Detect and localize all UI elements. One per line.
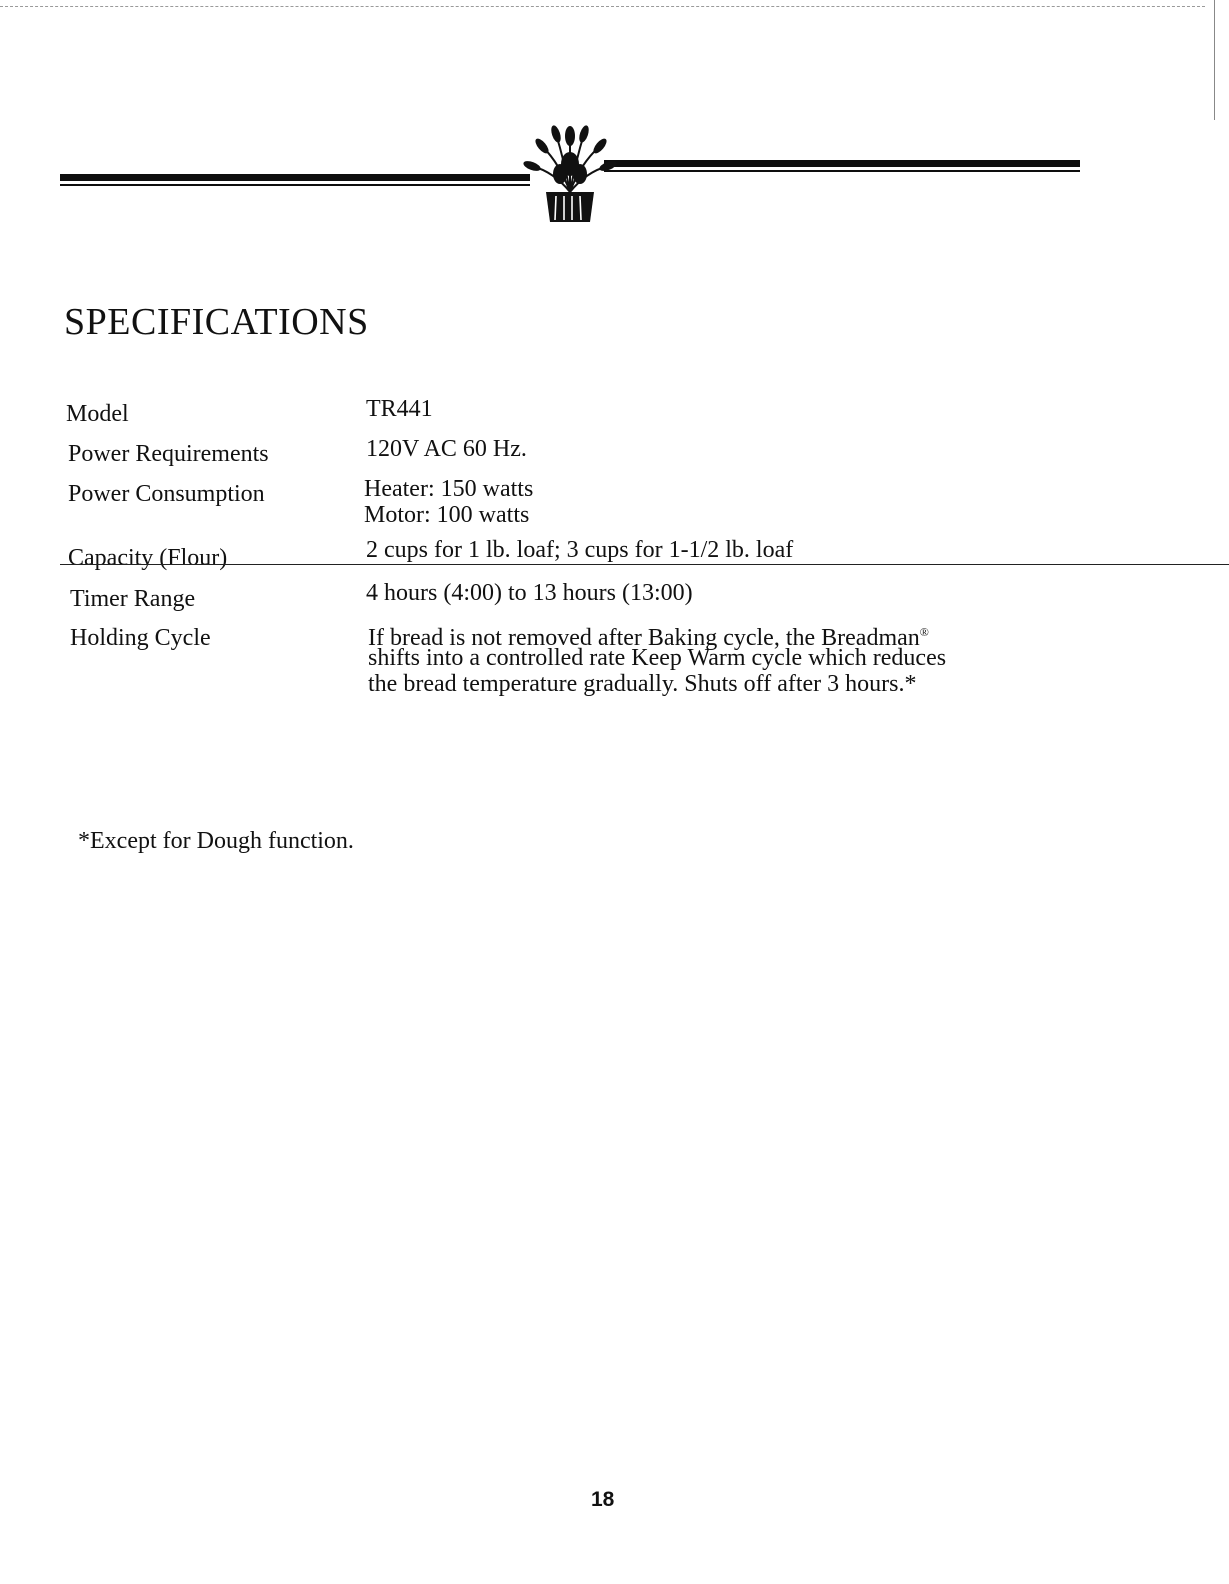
page-title: SPECIFICATIONS (64, 301, 369, 343)
spec-value-holding-cycle-line-2: shifts into a controlled rate Keep Warm cycle which reduces (368, 645, 947, 671)
spec-label-power-requirements: Power Requirements (68, 441, 269, 467)
spec-label-capacity: Capacity (Flour) (68, 545, 228, 571)
capacity-strike-line (60, 564, 1229, 565)
header-rule-left-thin (60, 184, 530, 186)
spec-value-holding-cycle-line-3: the bread temperature gradually. Shuts off after 3 hours.* (368, 671, 917, 697)
footnote: *Except for Dough function. (78, 828, 354, 854)
spec-value-capacity: 2 cups for 1 lb. loaf; 3 cups for 1-1/2 lb. loaf (366, 537, 794, 563)
spec-label-power-consumption: Power Consumption (68, 481, 265, 507)
scan-edge-right (1214, 0, 1215, 120)
holding-cycle-text-1: If bread is not removed after Baking cycle, the Breadman (368, 625, 920, 651)
spec-label-model: Model (66, 401, 129, 427)
wheat-sheaf-icon (520, 124, 620, 224)
spec-value-model: TR441 (366, 396, 433, 422)
spec-label-holding-cycle: Holding Cycle (70, 625, 211, 651)
spec-value-power-requirements: 120V AC 60 Hz. (366, 436, 527, 462)
header-rule-right-thin (604, 170, 1080, 172)
spec-value-timer-range: 4 hours (4:00) to 13 hours (13:00) (366, 580, 693, 606)
page-number: 18 (591, 1488, 615, 1511)
header-rule-right (604, 160, 1080, 167)
spec-value-motor: Motor: 100 watts (364, 502, 530, 528)
scan-edge-line (0, 6, 1205, 7)
registered-mark: ® (919, 625, 929, 639)
header-rule-left (60, 174, 530, 181)
spec-label-timer-range: Timer Range (70, 586, 196, 612)
spec-value-heater: Heater: 150 watts (364, 476, 534, 502)
